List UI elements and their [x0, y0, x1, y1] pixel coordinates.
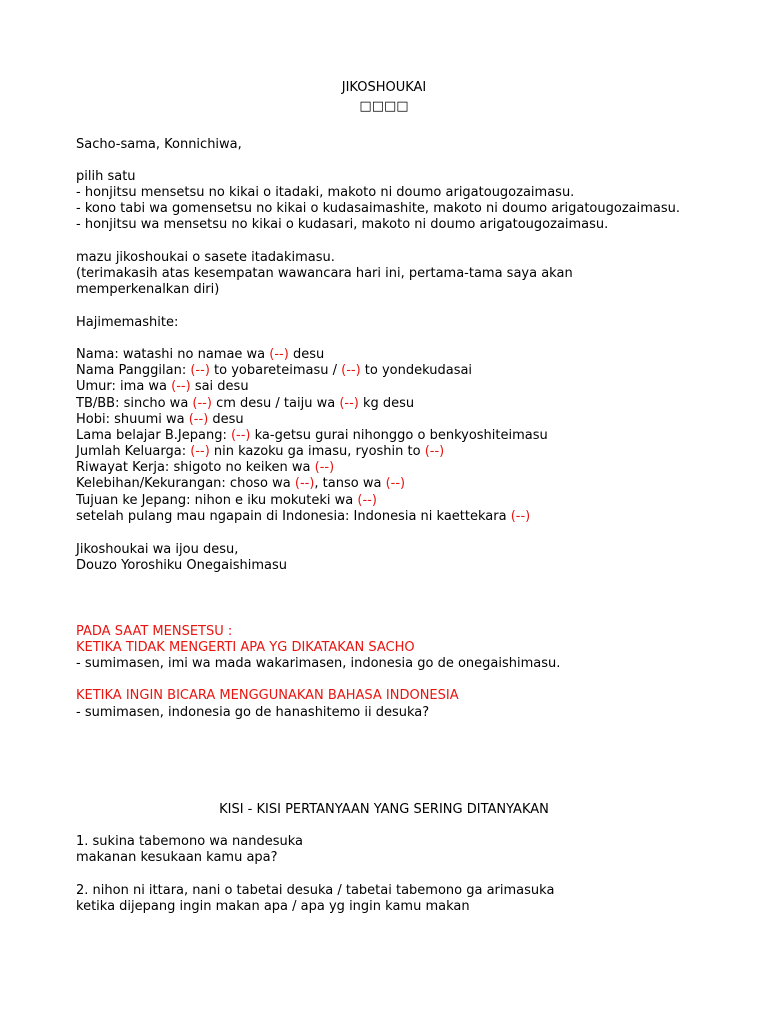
- blank-keluarga-1: (--): [190, 444, 210, 459]
- choose-label: pilih satu: [76, 169, 136, 184]
- choose-option-1: - honjitsu mensetsu no kikai o itadaki, makoto ni doumo arigatougozaimasu.: [76, 185, 575, 200]
- blank-tujuan: (--): [357, 493, 377, 508]
- field-panggilan: Nama Panggilan: (--) to yobareteimasu / (--) to yondekudasai: [76, 363, 473, 378]
- field-kelebihan: Kelebihan/Kekurangan: choso wa (--), tanso wa (--): [76, 476, 406, 491]
- hajimemashite: Hajimemashite:: [76, 315, 179, 330]
- blank-kelebihan: (--): [294, 476, 315, 491]
- blank-panggilan-2: (--): [341, 363, 361, 378]
- document-title-japanese: □□□□: [359, 99, 409, 114]
- choose-option-2: - kono tabi wa gomensetsu no kikai o kudasaimashite, makoto ni doumo arigatougozaimasu.: [76, 201, 681, 216]
- field-nama: Nama: watashi no namae wa (--) desu: [76, 347, 325, 362]
- blank-pulang: (--): [510, 509, 531, 524]
- kisi-heading: KISI - KISI PERTANYAAN YANG SERING DITANYAKAN: [219, 802, 549, 817]
- field-tujuan: Tujuan ke Jepang: nihon e iku mokuteki wa (--): [76, 493, 377, 508]
- mensetsu-heading: PADA SAAT MENSETSU :: [76, 624, 233, 639]
- mensetsu-case-1-heading: KETIKA TIDAK MENGERTI APA YG DIKATAKAN SACHO: [76, 640, 415, 655]
- question-2-translation: ketika dijepang ingin makan apa / apa yg ingin kamu makan: [76, 899, 470, 914]
- blank-panggilan-1: (--): [190, 363, 210, 378]
- blank-tb: (--): [192, 396, 212, 411]
- field-riwayat-kerja: Riwayat Kerja: shigoto no keiken wa (--): [76, 460, 335, 475]
- field-umur: Umur: ima wa (--) sai desu: [76, 379, 249, 394]
- field-setelah-pulang: setelah pulang mau ngapain di Indonesia: Indonesia ni kaettekara (--): [76, 509, 531, 524]
- blank-lama-belajar: (--): [230, 428, 251, 443]
- closing-line-1: Jikoshoukai wa ijou desu,: [76, 542, 239, 557]
- field-lama-belajar: Lama belajar B.Jepang: (--) ka-getsu gurai nihonggo o benkyoshiteimasu: [76, 428, 548, 443]
- intro-line-2: (terimakasih atas kesempatan wawancara hari ini, pertama-tama saya akan: [76, 266, 573, 281]
- question-1: 1. sukina tabemono wa nandesuka: [76, 834, 303, 849]
- mensetsu-case-2-heading: KETIKA INGIN BICARA MENGGUNAKAN BAHASA INDONESIA: [76, 688, 459, 703]
- blank-nama: (--): [269, 347, 289, 362]
- question-2: 2. nihon ni ittara, nani o tabetai desuka / tabetai tabemono ga arimasuka: [76, 883, 555, 898]
- choose-option-3: - honjitsu wa mensetsu no kikai o kudasari, makoto ni doumo arigatougozaimasu.: [76, 217, 609, 232]
- blank-keluarga-2: (--): [424, 444, 445, 459]
- blank-kekurangan: (--): [385, 476, 406, 491]
- blank-riwayat: (--): [314, 460, 335, 475]
- intro-line-3: memperkenalkan diri): [76, 282, 220, 297]
- field-tbbb: TB/BB: sincho wa (--) cm desu / taiju wa (--) kg desu: [76, 396, 415, 411]
- greeting: Sacho-sama, Konnichiwa,: [76, 137, 242, 152]
- closing-line-2: Douzo Yoroshiku Onegaishimasu: [76, 558, 287, 573]
- blank-hobi: (--): [188, 412, 209, 427]
- mensetsu-case-2-answer: - sumimasen, indonesia go de hanashitemo ii desuka?: [76, 705, 430, 720]
- question-1-translation: makanan kesukaan kamu apa?: [76, 850, 278, 865]
- intro-line-1: mazu jikoshoukai o sasete itadakimasu.: [76, 250, 335, 265]
- mensetsu-case-1-answer: - sumimasen, imi wa mada wakarimasen, indonesia go de onegaishimasu.: [76, 656, 561, 671]
- field-hobi: Hobi: shuumi wa (--) desu: [76, 412, 244, 427]
- blank-umur: (--): [171, 379, 191, 394]
- blank-bb: (--): [339, 396, 359, 411]
- field-jumlah-keluarga: Jumlah Keluarga: (--) nin kazoku ga imasu, ryoshin to (--): [76, 444, 445, 459]
- document-title: JIKOSHOUKAI: [341, 80, 427, 95]
